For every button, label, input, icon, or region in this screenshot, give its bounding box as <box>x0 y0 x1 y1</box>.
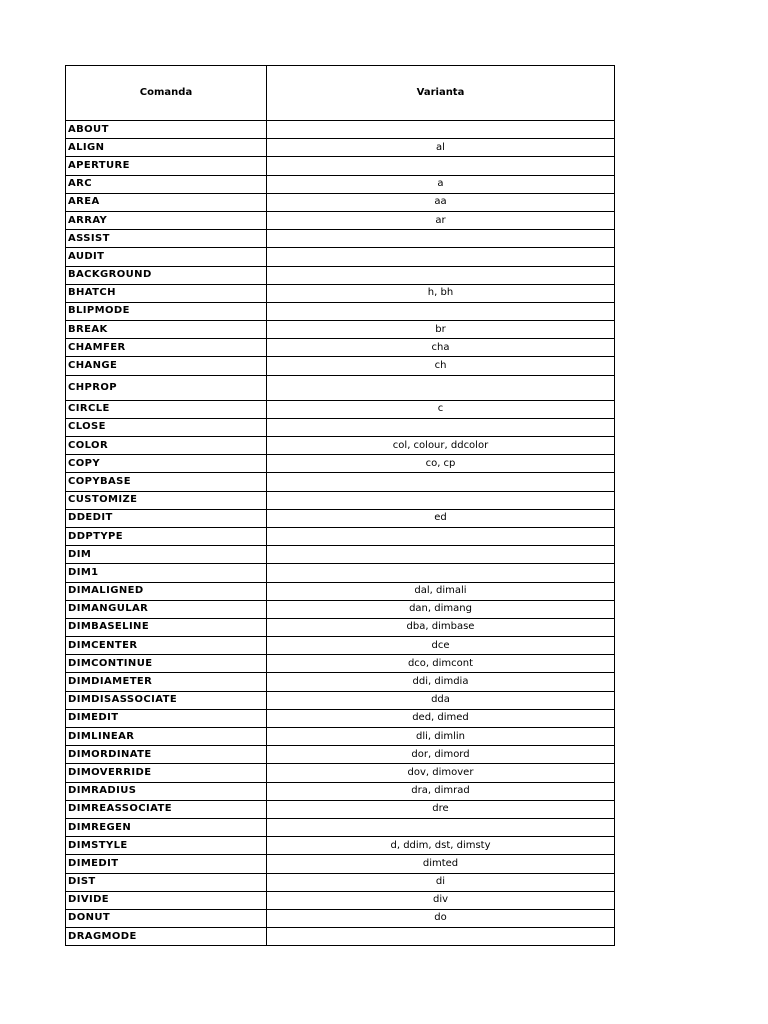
command-cell: BACKGROUND <box>66 266 267 284</box>
variant-cell <box>267 230 615 248</box>
command-cell: CUSTOMIZE <box>66 491 267 509</box>
table-row <box>66 691 615 709</box>
table-row <box>66 909 615 927</box>
table-row <box>66 357 615 375</box>
variant-cell <box>267 491 615 509</box>
table-row <box>66 764 615 782</box>
table-row <box>66 437 615 455</box>
command-cell: BHATCH <box>66 284 267 302</box>
header-command: Comanda <box>66 66 267 121</box>
command-cell: COLOR <box>66 437 267 455</box>
command-cell: CHPROP <box>66 375 267 400</box>
variant-cell <box>267 375 615 400</box>
command-cell: BLIPMODE <box>66 302 267 320</box>
table-row <box>66 302 615 320</box>
variant-cell <box>267 418 615 436</box>
command-cell: DIMRADIUS <box>66 782 267 800</box>
variant-cell: ded, dimed <box>267 709 615 727</box>
table-row <box>66 139 615 157</box>
command-cell: CIRCLE <box>66 400 267 418</box>
table-row <box>66 800 615 818</box>
variant-cell: di <box>267 873 615 891</box>
table-row <box>66 546 615 564</box>
command-cell: DIMEDIT <box>66 709 267 727</box>
command-cell: DIMCONTINUE <box>66 655 267 673</box>
table-row <box>66 266 615 284</box>
table-row <box>66 339 615 357</box>
variant-cell <box>267 473 615 491</box>
variant-cell <box>267 157 615 175</box>
variant-cell: c <box>267 400 615 418</box>
table-row <box>66 527 615 545</box>
variant-cell: a <box>267 175 615 193</box>
command-cell: DIMANGULAR <box>66 600 267 618</box>
table-row <box>66 455 615 473</box>
command-cell: DIMREASSOCIATE <box>66 800 267 818</box>
command-cell: DIMOVERRIDE <box>66 764 267 782</box>
table-row <box>66 837 615 855</box>
table-row <box>66 928 615 946</box>
variant-cell: dco, dimcont <box>267 655 615 673</box>
command-cell: DIMLINEAR <box>66 728 267 746</box>
table-row <box>66 193 615 211</box>
table-row <box>66 637 615 655</box>
variant-cell: aa <box>267 193 615 211</box>
variant-cell: dda <box>267 691 615 709</box>
table-row <box>66 746 615 764</box>
table-body <box>66 121 615 946</box>
command-cell: ASSIST <box>66 230 267 248</box>
table-row <box>66 175 615 193</box>
variant-cell <box>267 266 615 284</box>
table-row <box>66 375 615 400</box>
command-cell: DDEDIT <box>66 509 267 527</box>
table-row <box>66 321 615 339</box>
variant-cell: h, bh <box>267 284 615 302</box>
variant-cell <box>267 302 615 320</box>
command-cell: ALIGN <box>66 139 267 157</box>
command-cell: CHAMFER <box>66 339 267 357</box>
variant-cell: dimted <box>267 855 615 873</box>
command-table <box>65 65 615 946</box>
command-cell: DIST <box>66 873 267 891</box>
variant-cell: ddi, dimdia <box>267 673 615 691</box>
table-row <box>66 891 615 909</box>
command-cell: COPYBASE <box>66 473 267 491</box>
command-cell: ARC <box>66 175 267 193</box>
table-row <box>66 873 615 891</box>
table-row <box>66 211 615 229</box>
command-cell: ARRAY <box>66 211 267 229</box>
variant-cell: dre <box>267 800 615 818</box>
command-cell: APERTURE <box>66 157 267 175</box>
command-cell: DIM1 <box>66 564 267 582</box>
table-row <box>66 418 615 436</box>
table-row <box>66 600 615 618</box>
variant-cell: dli, dimlin <box>267 728 615 746</box>
variant-cell <box>267 121 615 139</box>
variant-cell <box>267 928 615 946</box>
command-cell: DRAGMODE <box>66 928 267 946</box>
variant-cell: dra, dimrad <box>267 782 615 800</box>
command-cell: DIMBASELINE <box>66 618 267 636</box>
variant-cell: dov, dimover <box>267 764 615 782</box>
command-cell: DIMCENTER <box>66 637 267 655</box>
table-row <box>66 230 615 248</box>
command-cell: DIMALIGNED <box>66 582 267 600</box>
variant-cell: dan, dimang <box>267 600 615 618</box>
variant-cell: dal, dimali <box>267 582 615 600</box>
variant-cell: al <box>267 139 615 157</box>
table-row <box>66 157 615 175</box>
command-cell: AREA <box>66 193 267 211</box>
variant-cell: cha <box>267 339 615 357</box>
variant-cell: d, ddim, dst, dimsty <box>267 837 615 855</box>
command-cell: DIM <box>66 546 267 564</box>
command-cell: DIVIDE <box>66 891 267 909</box>
variant-cell: col, colour, ddcolor <box>267 437 615 455</box>
table-row <box>66 400 615 418</box>
command-cell: DIMREGEN <box>66 818 267 836</box>
header-variant: Varianta <box>267 66 615 121</box>
variant-cell: div <box>267 891 615 909</box>
table-row <box>66 673 615 691</box>
command-cell: DONUT <box>66 909 267 927</box>
table-row <box>66 618 615 636</box>
variant-cell: co, cp <box>267 455 615 473</box>
table-row <box>66 121 615 139</box>
command-cell: ABOUT <box>66 121 267 139</box>
variant-cell: ar <box>267 211 615 229</box>
command-cell: DIMORDINATE <box>66 746 267 764</box>
variant-cell: dba, dimbase <box>267 618 615 636</box>
command-cell: DIMEDIT <box>66 855 267 873</box>
variant-cell <box>267 248 615 266</box>
command-cell: DIMDIAMETER <box>66 673 267 691</box>
table-row <box>66 782 615 800</box>
table-row <box>66 564 615 582</box>
command-cell: DIMDISASSOCIATE <box>66 691 267 709</box>
command-cell: COPY <box>66 455 267 473</box>
command-cell: DDPTYPE <box>66 527 267 545</box>
table-row <box>66 855 615 873</box>
table-header-row <box>66 66 615 121</box>
command-cell: CHANGE <box>66 357 267 375</box>
command-cell: CLOSE <box>66 418 267 436</box>
table-row <box>66 473 615 491</box>
variant-cell <box>267 546 615 564</box>
table-row <box>66 582 615 600</box>
variant-cell: ed <box>267 509 615 527</box>
variant-cell: ch <box>267 357 615 375</box>
variant-cell <box>267 527 615 545</box>
command-cell: BREAK <box>66 321 267 339</box>
variant-cell: br <box>267 321 615 339</box>
table-row <box>66 509 615 527</box>
variant-cell: dce <box>267 637 615 655</box>
variant-cell: dor, dimord <box>267 746 615 764</box>
table-row <box>66 491 615 509</box>
table-row <box>66 709 615 727</box>
table-row <box>66 248 615 266</box>
variant-cell: do <box>267 909 615 927</box>
table-row <box>66 728 615 746</box>
variant-cell <box>267 818 615 836</box>
table-row <box>66 655 615 673</box>
command-cell: AUDIT <box>66 248 267 266</box>
variant-cell <box>267 564 615 582</box>
table-row <box>66 818 615 836</box>
command-cell: DIMSTYLE <box>66 837 267 855</box>
table-row <box>66 284 615 302</box>
